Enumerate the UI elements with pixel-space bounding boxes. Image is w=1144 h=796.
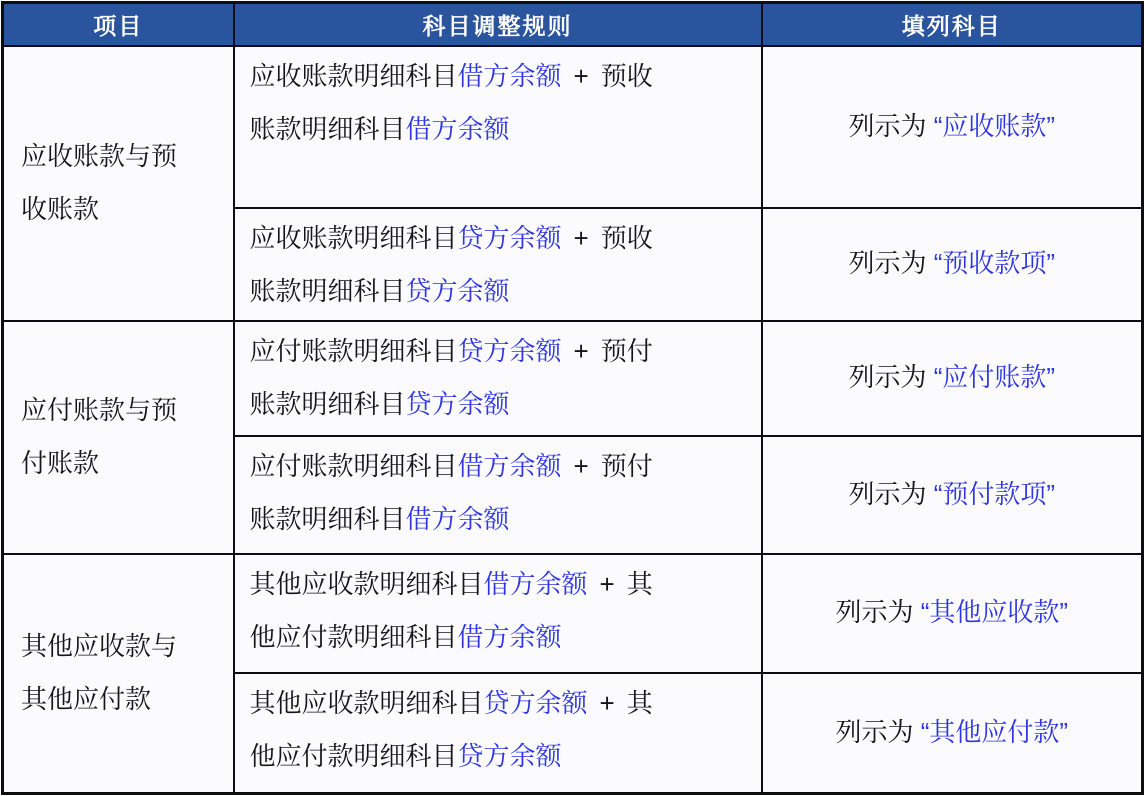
rule-text: 应付账款明细科目贷方余额 + 预付账款明细科目贷方余额 [249,335,653,419]
item-label: 其他应收款与其他应付款 [21,630,178,715]
result-text: 列示为 “其他应付款” [835,717,1069,748]
header-rule: 科目调整规则 [234,3,762,46]
table-row [3,321,1143,436]
rule-text: 应收账款明细科目贷方余额 + 预收账款明细科目贷方余额 [249,222,653,306]
rule-text: 其他应收款明细科目贷方余额 + 其他应付款明细科目贷方余额 [249,687,653,771]
rule-cell [234,673,762,794]
rule-text: 应付账款明细科目借方余额 + 预付账款明细科目借方余额 [249,450,653,534]
table-row [3,554,1143,673]
header-item: 项目 [3,3,234,46]
header-result: 填列科目 [762,3,1143,46]
result-cell [762,554,1143,673]
result-cell [762,208,1143,321]
table-header [3,3,1143,46]
rule-cell [234,208,762,321]
result-text: 列示为 “预付款项” [848,478,1056,509]
result-text: 列示为 “预收款项” [848,248,1056,279]
rule-cell [234,554,762,673]
result-cell [762,46,1143,208]
result-cell [762,436,1143,554]
item-cell-other [3,554,234,794]
subject-adjustment-table [1,1,1144,795]
rule-cell [234,436,762,554]
item-label: 应收账款与预收账款 [21,140,178,224]
item-cell-receivables [3,46,234,321]
result-cell [762,673,1143,794]
rule-text: 应收账款明细科目借方余额 + 预收账款明细科目借方余额 [249,60,653,144]
header-row [3,3,1143,46]
result-text: 列示为 “其他应收款” [835,597,1069,628]
item-cell-payables [3,321,234,554]
result-cell [762,321,1143,436]
table-row [3,46,1143,208]
rule-cell [234,321,762,436]
result-text: 列示为 “应收账款” [848,110,1056,141]
result-text: 列示为 “应付账款” [848,362,1056,393]
table-body [3,46,1143,794]
rule-text: 其他应收款明细科目借方余额 + 其他应付款明细科目借方余额 [249,568,653,652]
item-label: 应付账款与预付账款 [21,394,178,478]
rule-cell [234,46,762,208]
